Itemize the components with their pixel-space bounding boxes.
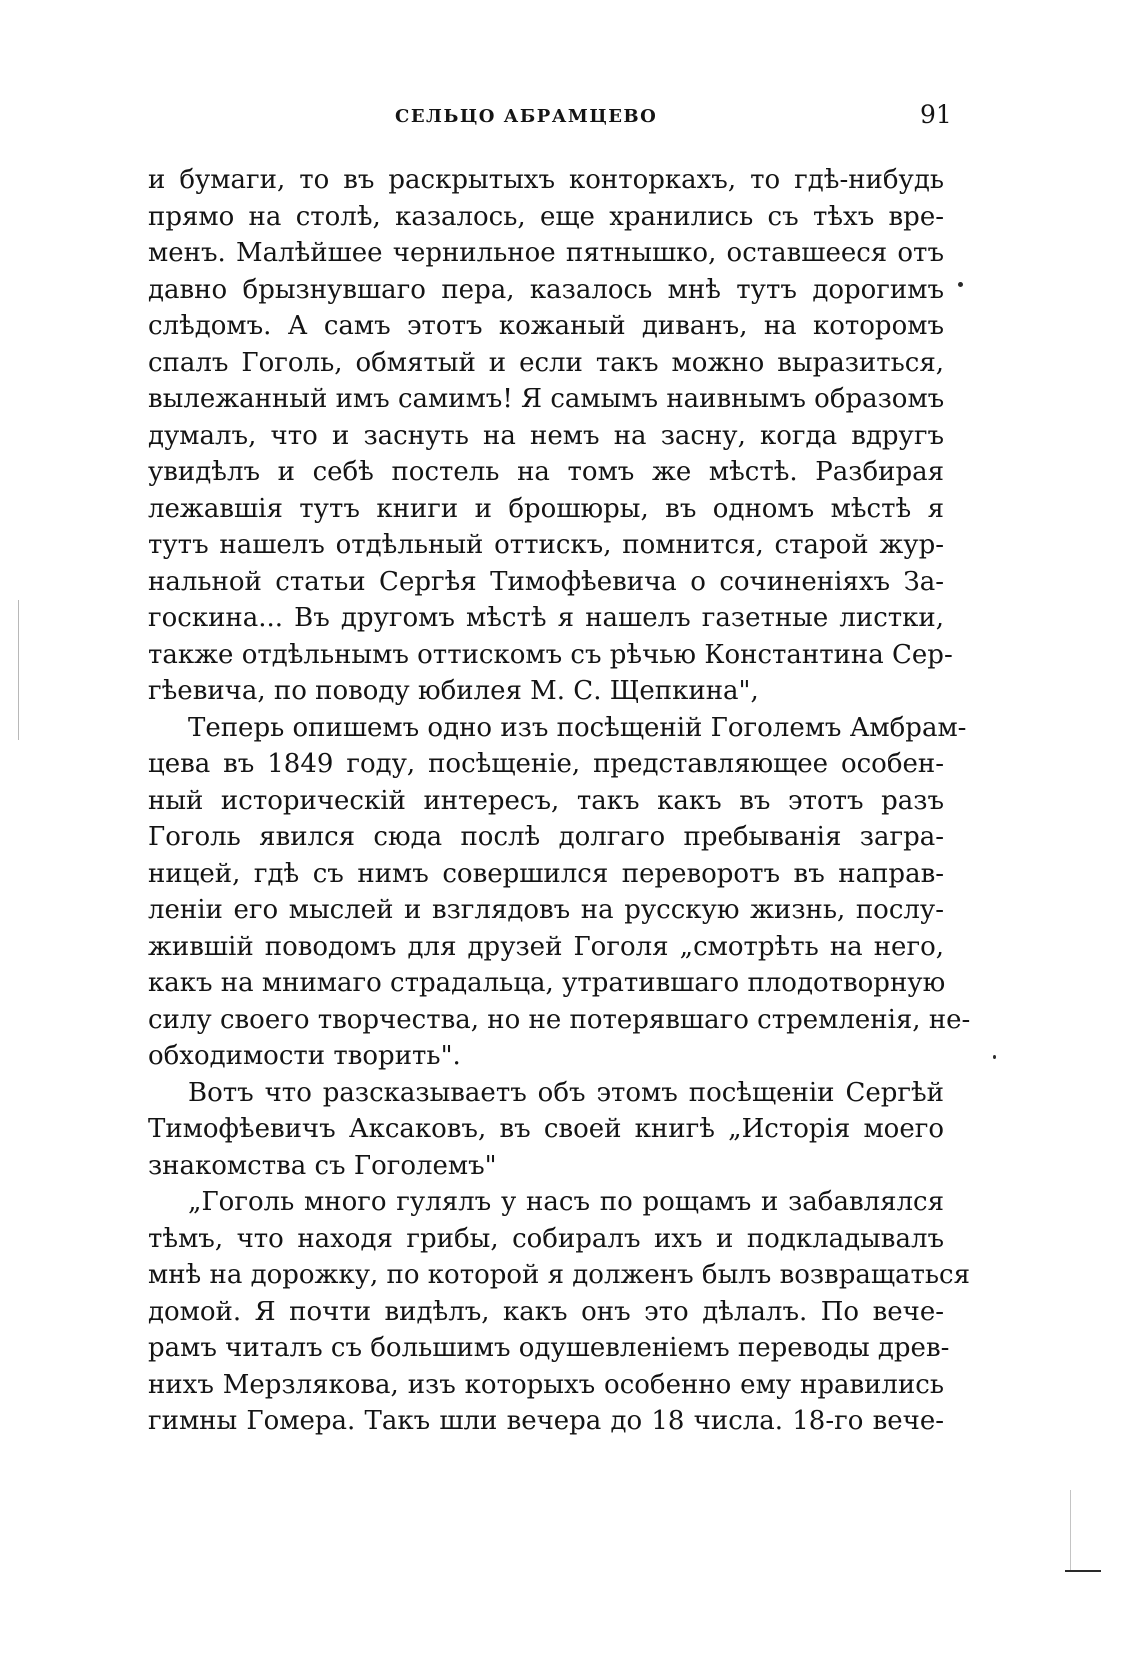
text-line: тѣмъ, что находя грибы, собиралъ ихъ и подкладывалъ (148, 1223, 944, 1254)
text-line: домой. Я почти видѣлъ, какъ онъ это дѣлалъ. По вече- (148, 1296, 944, 1327)
text-line: рамъ читалъ съ большимъ одушевленіемъ переводы древ- (148, 1333, 950, 1363)
text-line: какъ на мнимаго страдальца, утратившаго плодотворную (148, 968, 946, 998)
scan-edge-line (1070, 1490, 1071, 1570)
text-line: вылежанный имъ самимъ! Я самымъ наивнымъ образомъ (148, 384, 945, 414)
text-line: жившій поводомъ для друзей Гоголя „смотрѣть на него, (148, 931, 944, 962)
text-line: менъ. Малѣйшее чернильное пятнышко, оставшееся отъ (148, 238, 944, 268)
text-line: леніи его мыслей и взглядовъ на русскую жизнь, послу- (148, 895, 944, 925)
text-line: увидѣлъ и себѣ постель на томъ же мѣстѣ. Разбирая (148, 457, 944, 487)
text-line: Теперь опишемъ одно изъ посѣщеній Гоголемъ Амбрам- (188, 712, 967, 743)
text-line: Гоголь явился сюда послѣ долгаго пребыванія загра- (148, 822, 944, 852)
running-title: СЕЛЬЦО АБРАМЦЕВО (395, 106, 658, 127)
running-header (0, 100, 1140, 140)
text-line: давно брызнувшаго пера, казалось мнѣ тутъ дорогимъ (148, 274, 944, 305)
text-line: гимны Гомера. Такъ шли вечера до 18 числа. 18-го вече- (148, 1406, 944, 1436)
text-line: спалъ Гоголь, обмятый и если такъ можно выразиться, (148, 347, 944, 378)
text-line: прямо на столѣ, казалось, еще хранились съ тѣхъ вре- (148, 201, 944, 232)
scan-speck (958, 282, 963, 287)
scan-speck (993, 1055, 996, 1059)
text-line: Вотъ что разсказываетъ объ этомъ посѣщеніи Сергѣй (188, 1077, 944, 1108)
text-line: обходимости творить". (148, 1041, 461, 1071)
text-line: лежавшія тутъ книги и брошюры, въ одномъ мѣстѣ я (148, 493, 944, 524)
text-line: госкина... Въ другомъ мѣстѣ я нашелъ газетные листки, (148, 603, 944, 633)
text-line: нальной статьи Сергѣя Тимофѣевича о сочиненіяхъ За- (148, 566, 944, 597)
text-line: слѣдомъ. А самъ этотъ кожаный диванъ, на которомъ (148, 311, 944, 341)
text-line: нихъ Мерзлякова, изъ которыхъ особенно ему нравились (148, 1369, 944, 1400)
page-number: 91 (920, 100, 952, 129)
text-line: гѣевича, по поводу юбилея М. С. Щепкина", (148, 676, 759, 706)
scan-edge-line (18, 600, 19, 740)
text-line: также отдѣльнымъ оттискомъ съ рѣчью Константина Сер- (148, 639, 953, 670)
text-line: знакомства съ Гоголемъ" (148, 1150, 497, 1181)
text-line: цева въ 1849 году, посѣщеніе, представляющее особен- (148, 749, 944, 779)
text-line: ницей, гдѣ съ нимъ совершился переворотъ въ направ- (148, 858, 944, 889)
text-line: думалъ, что и заснуть на немъ на засну, когда вдругъ (148, 420, 944, 451)
text-line: мнѣ на дорожку, по которой я долженъ былъ возвращаться (148, 1260, 971, 1290)
text-line: ный историческій интересъ, такъ какъ въ этотъ разъ (148, 785, 944, 816)
body-text (148, 162, 971, 1440)
text-line: тутъ нашелъ отдѣльный оттискъ, помнится, старой жур- (148, 530, 944, 560)
scan-mark (1065, 1570, 1101, 1572)
text-line: „Гоголь много гулялъ у насъ по рощамъ и забавлялся (188, 1187, 944, 1217)
text-line: Тимофѣевичъ Аксаковъ, въ своей книгѣ „Исторія моего (148, 1114, 944, 1144)
text-line: силу своего творчества, но не потерявшаго стремленія, не- (148, 1004, 971, 1035)
text-line: и бумаги, то въ раскрытыхъ конторкахъ, то гдѣ-нибудь (148, 165, 944, 195)
